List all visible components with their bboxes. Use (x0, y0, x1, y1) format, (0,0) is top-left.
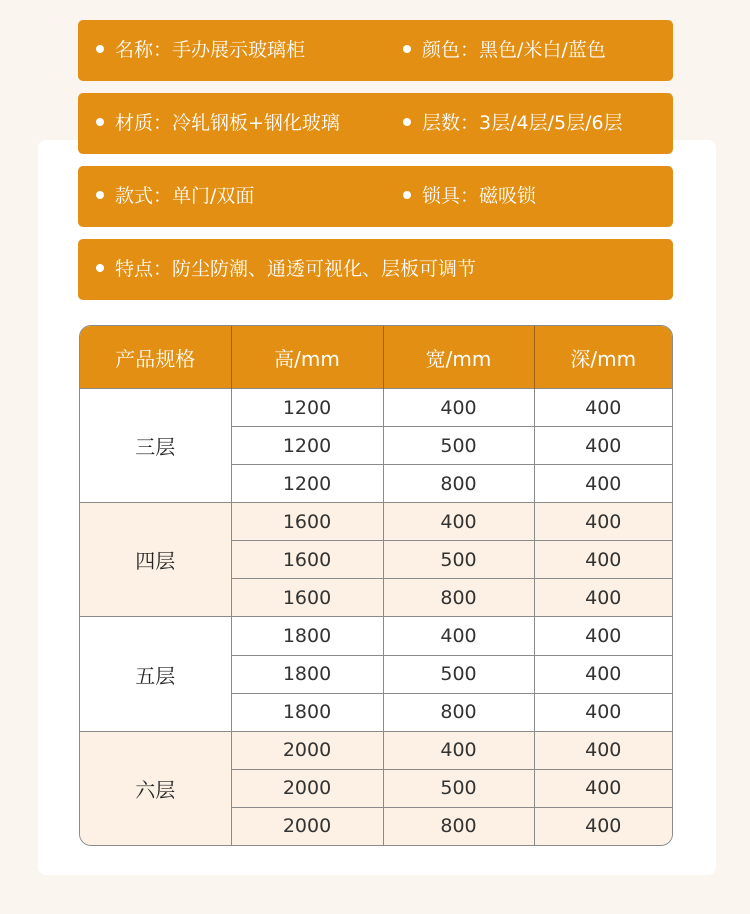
group-label: 六层 (80, 731, 231, 845)
bullet-icon (403, 118, 411, 126)
spec-value: 冷轧钢板+钢化玻璃 (172, 112, 340, 134)
cell-width: 400 (383, 389, 534, 427)
table-row (80, 617, 672, 655)
cell-depth: 400 (534, 731, 672, 769)
spec-bar-features (78, 239, 673, 300)
header-spec: 产品规格 (80, 326, 231, 389)
cell-width: 800 (383, 693, 534, 731)
cell-height: 1200 (231, 427, 383, 465)
cell-width: 800 (383, 579, 534, 617)
spec-lock (403, 166, 536, 227)
bullet-icon (96, 118, 104, 126)
table-row (80, 503, 672, 541)
cell-width: 500 (383, 769, 534, 807)
cell-width: 400 (383, 503, 534, 541)
spec-name (96, 20, 305, 81)
spec-table (79, 325, 673, 846)
cell-depth: 400 (534, 693, 672, 731)
cell-height: 2000 (231, 769, 383, 807)
group-label: 五层 (80, 617, 231, 731)
spec-label: 特点： (115, 258, 173, 280)
spec-features (96, 239, 476, 300)
table-row (80, 389, 672, 427)
spec-layers (403, 93, 623, 154)
cell-width: 400 (383, 731, 534, 769)
bullet-icon (96, 264, 104, 272)
group-label: 四层 (80, 503, 231, 617)
bullet-icon (403, 191, 411, 199)
bullet-icon (96, 191, 104, 199)
spec-value: 3层/4层/5层/6层 (479, 112, 623, 134)
spec-bar-style-lock (78, 166, 673, 227)
group-label: 三层 (80, 389, 231, 503)
cell-depth: 400 (534, 807, 672, 845)
spec-label: 层数： (422, 112, 480, 134)
spec-style (96, 166, 254, 227)
spec-value: 单门/双面 (172, 185, 255, 207)
header-depth: 深/mm (534, 326, 672, 389)
header-height: 高/mm (231, 326, 383, 389)
spec-label: 材质： (115, 112, 173, 134)
cell-width: 800 (383, 807, 534, 845)
cell-height: 1800 (231, 617, 383, 655)
cell-width: 400 (383, 617, 534, 655)
spec-label: 名称： (115, 39, 173, 61)
cell-depth: 400 (534, 579, 672, 617)
cell-height: 1800 (231, 693, 383, 731)
cell-width: 500 (383, 427, 534, 465)
spec-color (403, 20, 606, 81)
cell-depth: 400 (534, 389, 672, 427)
cell-depth: 400 (534, 769, 672, 807)
bullet-icon (96, 45, 104, 53)
cell-depth: 400 (534, 427, 672, 465)
spec-label: 款式： (115, 185, 173, 207)
cell-width: 500 (383, 541, 534, 579)
cell-height: 1600 (231, 541, 383, 579)
cell-height: 1600 (231, 579, 383, 617)
cell-height: 1600 (231, 503, 383, 541)
spec-label: 颜色： (422, 39, 480, 61)
spec-bar-name-color (78, 20, 673, 81)
spec-label: 锁具： (422, 185, 480, 207)
cell-depth: 400 (534, 465, 672, 503)
cell-depth: 400 (534, 617, 672, 655)
header-width: 宽/mm (383, 326, 534, 389)
cell-height: 2000 (231, 731, 383, 769)
spec-value: 黑色/米白/蓝色 (479, 39, 606, 61)
cell-height: 1200 (231, 389, 383, 427)
spec-value: 磁吸锁 (479, 185, 537, 207)
spec-material (96, 93, 340, 154)
cell-width: 500 (383, 655, 534, 693)
cell-depth: 400 (534, 655, 672, 693)
bullet-icon (403, 45, 411, 53)
cell-depth: 400 (534, 503, 672, 541)
cell-height: 1800 (231, 655, 383, 693)
cell-depth: 400 (534, 541, 672, 579)
cell-width: 800 (383, 465, 534, 503)
cell-height: 2000 (231, 807, 383, 845)
spec-value: 防尘防潮、通透可视化、层板可调节 (172, 258, 477, 280)
spec-bar-material-layers (78, 93, 673, 154)
spec-value: 手办展示玻璃柜 (172, 39, 306, 61)
cell-height: 1200 (231, 465, 383, 503)
table-row (80, 731, 672, 769)
table-header-row (80, 326, 672, 389)
